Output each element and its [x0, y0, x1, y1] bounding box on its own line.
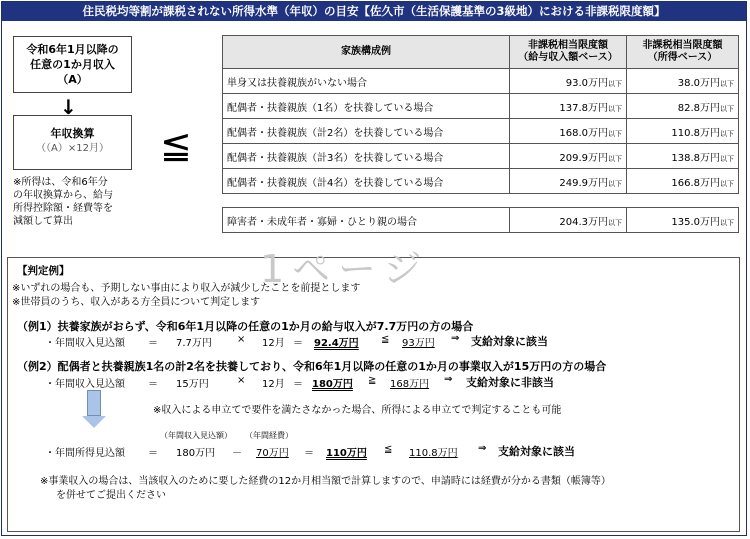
special-income: [627, 208, 739, 233]
down-arrow-icon: ↓: [60, 95, 77, 119]
page-title: 住民税均等割が課税されない所得水準（年収）の目安【佐久市（生活保護基準の3級地）における非課税限度額】: [2, 2, 746, 21]
table-row: [223, 94, 739, 119]
header-salary-l1: 非課税相当限度額: [528, 40, 608, 51]
example2-result: 180万円: [312, 379, 353, 390]
header-family: 家族構成例: [223, 36, 510, 69]
header-salary-l2: （給与収入額ベース）: [518, 52, 618, 63]
row-income: [627, 69, 739, 94]
income-value: 82.8万円: [677, 102, 720, 114]
suffix: 以下: [608, 104, 622, 113]
caption-annual-expense: （年間経費）: [245, 431, 293, 440]
special-salary: [510, 208, 627, 233]
suffix: 以下: [720, 129, 734, 138]
example1-title: （例1）扶養家族がおらず、令和6年1月以降の任意の1か月の給与収入が7.7万円の方の場合: [17, 320, 474, 333]
annual-conversion-label: 年収換算: [50, 127, 95, 140]
down-block-arrow-head-icon: [82, 416, 106, 428]
judgment-note2: ※世帯員のうち、収入がある方全員について判定します: [12, 297, 261, 308]
limit-table: [222, 35, 739, 194]
table-row: [223, 208, 739, 233]
suffix: 以下: [720, 218, 734, 227]
salary-value: 204.3万円: [559, 216, 608, 228]
example1-label: ・年間収入見込額: [45, 338, 125, 349]
example3-limit: 110.8万円: [409, 448, 458, 459]
income-note: [13, 176, 138, 228]
suffix: 以下: [720, 154, 734, 163]
example3-expense: 70万円: [256, 448, 289, 459]
row-salary: [510, 144, 627, 169]
judgment-note1: ※いずれの場合も、予期しない事由により収入が減少したことを前提とします: [12, 283, 361, 294]
monthly-income-line2: 任意の1か月収入: [30, 58, 115, 71]
footnote-line2: を併せてご提出ください: [56, 490, 166, 501]
monthly-income-line3: （A）: [57, 73, 88, 86]
income-value: 135.0万円: [671, 216, 720, 228]
income-value: 110.8万円: [671, 127, 720, 139]
example1-months: 12月: [262, 338, 285, 349]
example3-result: 110万円: [326, 448, 367, 459]
example1-result: 92.4万円: [314, 338, 359, 349]
suffix: 以下: [608, 179, 622, 188]
table-row: [223, 169, 739, 194]
row-income: [627, 119, 739, 144]
special-family: 障害者・未成年者・寡婦・ひとり親の場合: [223, 208, 510, 233]
row-salary: [510, 169, 627, 194]
example3-income: 180万円: [176, 448, 216, 459]
example2-verdict: 支給対象に非該当: [466, 376, 554, 389]
annual-conversion-box: [13, 115, 132, 170]
example2-monthly: 15万円: [176, 379, 209, 390]
row-income: [627, 94, 739, 119]
income-value: 138.8万円: [671, 152, 720, 164]
leq-symbol: ≦: [160, 123, 192, 167]
suffix: 以下: [720, 104, 734, 113]
page-watermark: 1ページ: [260, 247, 430, 291]
example1-monthly: 7.7万円: [176, 338, 212, 349]
monthly-income-box: [13, 36, 132, 93]
example2-eq2: ＝: [293, 379, 303, 390]
salary-value: 168.0万円: [559, 127, 608, 139]
suffix: 以下: [720, 179, 734, 188]
example3-eq: ＝: [148, 448, 158, 459]
row-family: 配偶者・扶養親族（計2名）を扶養している場合: [223, 119, 510, 144]
example2-times: ×: [237, 375, 246, 386]
row-family: 配偶者・扶養親族（計4名）を扶養している場合: [223, 169, 510, 194]
example1-leq: ≦: [381, 334, 390, 345]
example3-leq: ≦: [384, 444, 393, 455]
table-header-row: [223, 36, 739, 69]
row-income: [627, 169, 739, 194]
footnote-line1: ※事業収入の場合は、当該収入のために要した経費の12か月相当額で計算しますので、申請時には経費が分かる書類（帳簿等）: [40, 476, 611, 487]
income-value: 38.0万円: [677, 77, 720, 89]
income-value: 166.8万円: [671, 177, 720, 189]
salary-value: 137.8万円: [559, 102, 608, 114]
table-row: [223, 69, 739, 94]
example2-label: ・年間収入見込額: [45, 379, 125, 390]
row-salary: [510, 69, 627, 94]
header-income: [627, 36, 739, 69]
annual-conversion-formula: （（A）×12月）: [36, 143, 109, 154]
example2-geq: ≧: [368, 375, 377, 386]
example1-eq: ＝: [148, 338, 158, 349]
row-income: [627, 144, 739, 169]
example3-arrow-icon: ⇒: [478, 443, 487, 454]
salary-value: 209.9万円: [559, 152, 608, 164]
suffix: 以下: [720, 79, 734, 88]
income-note-line2: の年収換算から、給与: [13, 190, 113, 201]
caption-annual-income: （年間収入見込額）: [160, 431, 232, 440]
header-salary: [510, 36, 627, 69]
row-salary: [510, 94, 627, 119]
salary-value: 249.9万円: [559, 177, 608, 189]
example2-arrow-icon: ⇒: [444, 374, 453, 385]
salary-value: 93.0万円: [565, 77, 608, 89]
example2-limit: 168万円: [390, 379, 430, 390]
income-note-line1: ※所得は、令和6年分: [13, 177, 108, 188]
table-row: [223, 144, 739, 169]
suffix: 以下: [608, 218, 622, 227]
row-family: 配偶者・扶養親族（1名）を扶養している場合: [223, 94, 510, 119]
example1-times: ×: [237, 334, 246, 345]
row-salary: [510, 119, 627, 144]
header-income-l2: （所得ベース）: [647, 52, 718, 63]
suffix: 以下: [608, 154, 622, 163]
header-income-l1: 非課税相当限度額: [642, 40, 723, 51]
example1-verdict: 支給対象に該当: [471, 335, 548, 348]
example2-title: （例2）配偶者と扶養親族1名の計2名を扶養しており、令和6年1月以降の任意の1か月の事業収入が15万円の方の場合: [17, 360, 607, 373]
example3-minus: －: [232, 448, 242, 459]
example1-arrow-icon: ⇒: [451, 333, 460, 344]
example2-months: 12月: [262, 379, 285, 390]
example2-eq: ＝: [148, 379, 158, 390]
mid-note: ※収入による申立てで要件を満たさなかった場合、所得による申立てで判定することも可能: [153, 405, 562, 416]
income-note-line3: 所得控除額・経費等を: [13, 203, 113, 214]
down-block-arrow-icon: [87, 390, 101, 416]
example3-eq2: ＝: [304, 448, 314, 459]
judgment-heading: 【判定例】: [17, 265, 70, 277]
example1-limit: 93万円: [402, 338, 435, 349]
income-note-line4: 減額して算出: [13, 216, 73, 227]
suffix: 以下: [608, 129, 622, 138]
suffix: 以下: [608, 79, 622, 88]
example3-verdict: 支給対象に該当: [498, 445, 575, 458]
row-family: 単身又は扶養親族がいない場合: [223, 69, 510, 94]
row-family: 配偶者・扶養親族（計3名）を扶養している場合: [223, 144, 510, 169]
example1-eq2: ＝: [293, 338, 303, 349]
monthly-income-line1: 令和6年1月以降の: [26, 43, 119, 56]
example3-label: ・年間所得見込額: [45, 448, 125, 459]
table-row: [223, 119, 739, 144]
special-table: [222, 207, 739, 233]
